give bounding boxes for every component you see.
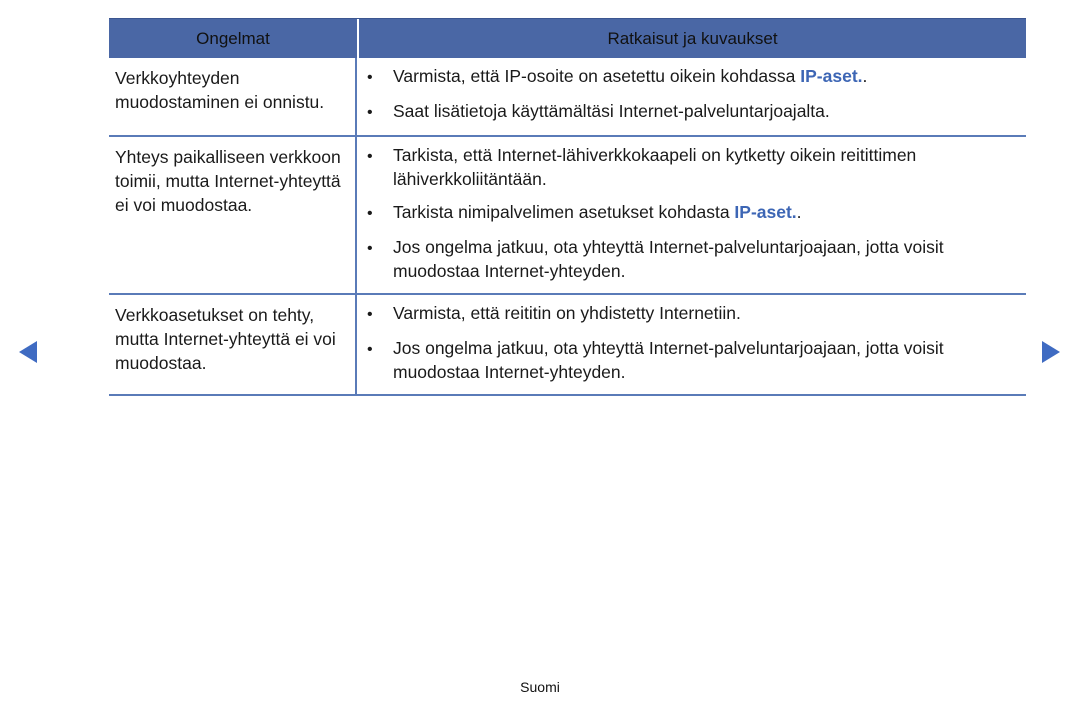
problem-cell: Verkkoyhteyden muodostaminen ei onnistu. <box>109 58 357 135</box>
solution-text: Varmista, että IP-osoite on asetettu oikein kohdassa <box>393 66 801 86</box>
solution-item <box>367 200 1018 226</box>
bullet-icon <box>367 301 393 327</box>
solution-text: Tarkista nimipalvelimen asetukset kohdasta <box>393 202 735 222</box>
ip-settings-link[interactable]: IP-aset. <box>734 202 797 222</box>
triangle-left-icon[interactable] <box>19 341 37 363</box>
solution-text: Jos ongelma jatkuu, ota yhteyttä Internet-palveluntarjoajaan, jotta voisit muodostaa Internet-yhteyden. <box>393 338 944 382</box>
problem-cell: Verkkoasetukset on tehty, mutta Internet-yhteyttä ei voi muodostaa. <box>109 295 357 394</box>
solution-text-end: . <box>862 66 868 86</box>
triangle-right-icon[interactable] <box>1042 341 1060 363</box>
table-row <box>109 295 1026 396</box>
solution-text: Jos ongelma jatkuu, ota yhteyttä Internet-palveluntarjoajaan, jotta voisit muodostaa Internet-yhteyden. <box>393 237 944 281</box>
troubleshooting-table <box>109 18 1026 396</box>
solution-text-end: . <box>796 202 802 222</box>
solution-item <box>367 143 1018 191</box>
header-solutions: Ratkaisut ja kuvaukset <box>607 28 778 48</box>
solutions-cell <box>357 137 1026 293</box>
bullet-icon <box>367 143 393 191</box>
bullet-icon <box>367 64 393 90</box>
solution-item <box>367 301 1018 327</box>
footer-language: Suomi <box>520 679 560 695</box>
table-header <box>109 18 1026 58</box>
header-problems: Ongelmat <box>109 19 359 58</box>
solution-item <box>367 235 1018 283</box>
solution-text: Tarkista, että Internet-lähiverkkokaapeli on kytketty oikein reitittimen lähiverkkoliitäntään. <box>393 145 917 189</box>
solution-text: Saat lisätietoja käyttämältäsi Internet-palveluntarjoajalta. <box>393 101 830 121</box>
solution-item <box>367 336 1018 384</box>
table-row <box>109 58 1026 137</box>
solution-item <box>367 99 1018 125</box>
solutions-cell <box>357 58 1026 135</box>
solution-text: Varmista, että reititin on yhdistetty Internetiin. <box>393 303 741 323</box>
bullet-icon <box>367 235 393 283</box>
bullet-icon <box>367 99 393 125</box>
table-row <box>109 137 1026 295</box>
bullet-icon <box>367 336 393 384</box>
problem-cell: Yhteys paikalliseen verkkoon toimii, mutta Internet-yhteyttä ei voi muodostaa. <box>109 137 357 293</box>
solution-item <box>367 64 1018 90</box>
solutions-cell <box>357 295 1026 394</box>
bullet-icon <box>367 200 393 226</box>
ip-settings-link[interactable]: IP-aset. <box>800 66 863 86</box>
